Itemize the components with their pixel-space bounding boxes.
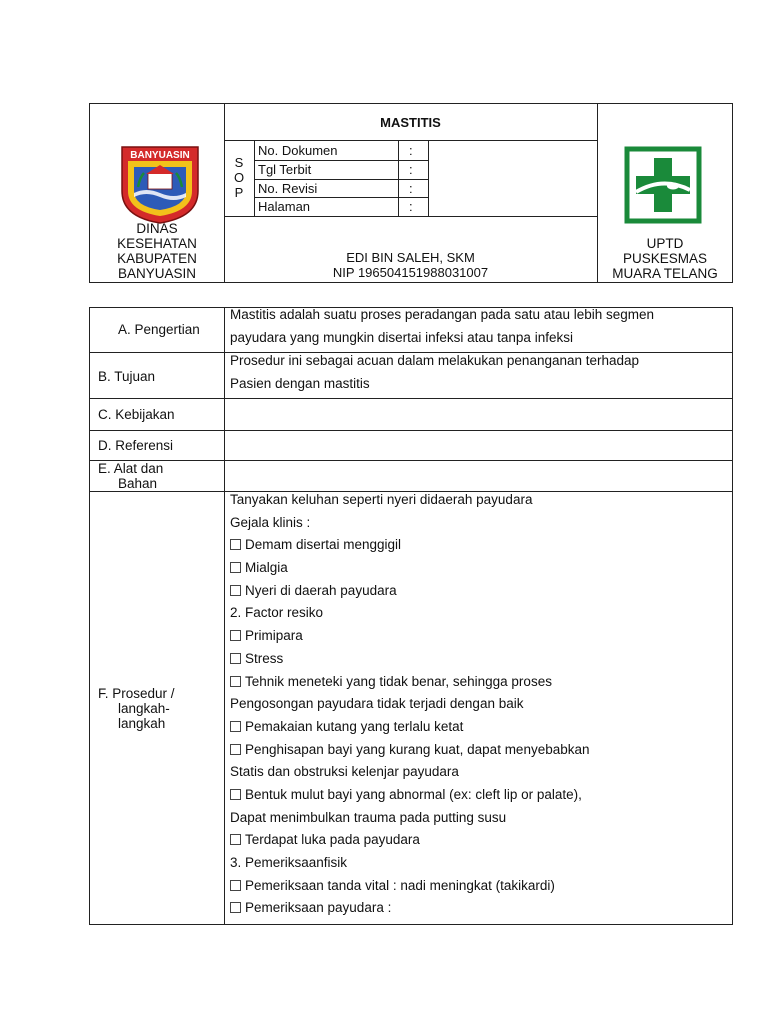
label-line: F. Prosedur / xyxy=(98,686,175,701)
sop-letter: S xyxy=(234,155,244,170)
label-line: langkah- xyxy=(118,701,170,716)
procedure-bullet-item xyxy=(230,829,590,852)
procedure-bullet-item xyxy=(230,716,590,739)
procedure-bullet-item xyxy=(230,784,590,807)
label-line: Bahan xyxy=(118,476,158,491)
procedure-text: Terdapat luka pada payudara xyxy=(245,832,420,848)
procedure-text: Dapat menimbulkan trauma pada putting susu xyxy=(230,809,507,825)
procedure-text: Demam disertai menggigil xyxy=(245,537,402,553)
procedure-text: Gejala klinis : xyxy=(230,514,311,530)
procedure-text: Mialgia xyxy=(245,560,288,576)
bullet-box-icon xyxy=(230,902,241,913)
doc-field-label: Tgl Terbit xyxy=(258,162,312,177)
section-label-referensi: D. Referensi xyxy=(98,438,174,453)
section-label-kebijakan: C. Kebijakan xyxy=(98,407,175,422)
procedure-bullet-item xyxy=(230,580,590,603)
procedure-text: Penghisapan bayi yang kurang kuat, dapat menyebabkan xyxy=(245,741,590,757)
bullet-box-icon xyxy=(230,630,241,641)
doc-field-sep: : xyxy=(409,181,413,196)
section-label-alat-bahan xyxy=(98,461,163,491)
doc-field-label: No. Revisi xyxy=(258,181,318,196)
bullet-box-icon xyxy=(230,789,241,800)
procedure-line xyxy=(230,807,590,830)
sop-letters xyxy=(224,155,254,200)
procedure-line xyxy=(230,852,590,875)
org-line: KABUPATEN xyxy=(117,251,197,266)
bullet-box-icon xyxy=(230,585,241,596)
doc-field-label: Halaman xyxy=(258,199,311,214)
procedure-bullet-item xyxy=(230,875,590,898)
doc-field-label: No. Dokumen xyxy=(258,143,338,158)
signatory-nip: NIP 196504151988031007 xyxy=(332,265,489,280)
doc-field-sep: : xyxy=(409,199,413,214)
bullet-box-icon xyxy=(230,539,241,550)
puskesmas-logo xyxy=(624,146,702,224)
sop-letter: O xyxy=(233,170,245,185)
content-line: Pasien dengan mastitis xyxy=(230,375,370,391)
procedure-text: Statis dan obstruksi kelenjar payudara xyxy=(230,764,459,780)
procedure-text: Tehnik meneteki yang tidak benar, sehingga proses xyxy=(245,673,552,689)
procedure-text: Nyeri di daerah payudara xyxy=(245,582,397,598)
procedure-bullet-item xyxy=(230,897,590,920)
procedure-line xyxy=(230,693,590,716)
procedure-line xyxy=(230,602,590,625)
org-line: PUSKESMAS xyxy=(622,251,708,266)
bullet-box-icon xyxy=(230,744,241,755)
logo-lettering: BANYUASIN xyxy=(130,150,190,161)
bullet-box-icon xyxy=(230,721,241,732)
procedure-bullet-item xyxy=(230,648,590,671)
bullet-box-icon xyxy=(230,676,241,687)
sop-letter: P xyxy=(234,185,244,200)
content-line: Mastitis adalah suatu proses peradangan pada satu atau lebih segmen xyxy=(230,307,655,322)
content-line: payudara yang mungkin disertai infeksi atau tanpa infeksi xyxy=(230,329,573,345)
org-line: BANYUASIN xyxy=(117,266,197,281)
bullet-box-icon xyxy=(230,880,241,891)
section-content-prosedur xyxy=(230,489,590,920)
doc-field-sep: : xyxy=(409,143,413,158)
procedure-text: Stress xyxy=(245,650,284,666)
procedure-bullet-item xyxy=(230,671,590,694)
procedure-line xyxy=(230,489,590,512)
org-line: KESEHATAN xyxy=(117,236,197,251)
document-title: MASTITIS xyxy=(380,115,441,130)
procedure-text: 2. Factor resiko xyxy=(230,605,324,621)
signatory-name: EDI BIN SALEH, SKM xyxy=(346,250,475,265)
content-line: Prosedur ini sebagai acuan dalam melakukan penanganan terhadap xyxy=(230,353,640,368)
procedure-text: Bentuk mulut bayi yang abnormal (ex: cleft lip or palate), xyxy=(245,786,582,802)
procedure-bullet-item xyxy=(230,557,590,580)
bullet-box-icon xyxy=(230,653,241,664)
procedure-line xyxy=(230,512,590,535)
section-label-tujuan: B. Tujuan xyxy=(98,369,156,384)
doc-field-sep: : xyxy=(409,162,413,177)
org-line: MUARA TELANG xyxy=(612,266,718,281)
org-line: DINAS xyxy=(136,221,178,236)
procedure-bullet-item xyxy=(230,625,590,648)
bullet-box-icon xyxy=(230,834,241,845)
procedure-line xyxy=(230,761,590,784)
procedure-text: Pemeriksaan payudara : xyxy=(245,900,392,916)
procedure-text: Pengosongan payudara tidak terjadi dengan baik xyxy=(230,696,524,712)
procedure-text: Pemeriksaan tanda vital : nadi meningkat (takikardi) xyxy=(245,877,555,893)
banyuasin-logo xyxy=(118,143,202,225)
bullet-box-icon xyxy=(230,562,241,573)
section-content-tujuan xyxy=(230,350,639,395)
right-organization xyxy=(598,236,732,281)
procedure-bullet-item xyxy=(230,739,590,762)
org-line: UPTD xyxy=(646,236,684,251)
procedure-bullet-item xyxy=(230,534,590,557)
procedure-text: 3. Pemeriksaanfisik xyxy=(230,855,348,870)
label-line: E. Alat dan xyxy=(98,461,164,476)
section-label-pengertian: A. Pengertian xyxy=(118,322,200,337)
label-line: langkah xyxy=(118,716,166,731)
signatory xyxy=(224,250,597,280)
procedure-text: Tanyakan keluhan seperti nyeri didaerah payudara xyxy=(230,492,533,507)
procedure-text: Primipara xyxy=(245,628,303,644)
procedure-text: Pemakaian kutang yang terlalu ketat xyxy=(245,718,464,734)
section-label-prosedur xyxy=(98,686,175,731)
left-organization xyxy=(90,221,224,281)
section-content-pengertian xyxy=(230,304,654,349)
